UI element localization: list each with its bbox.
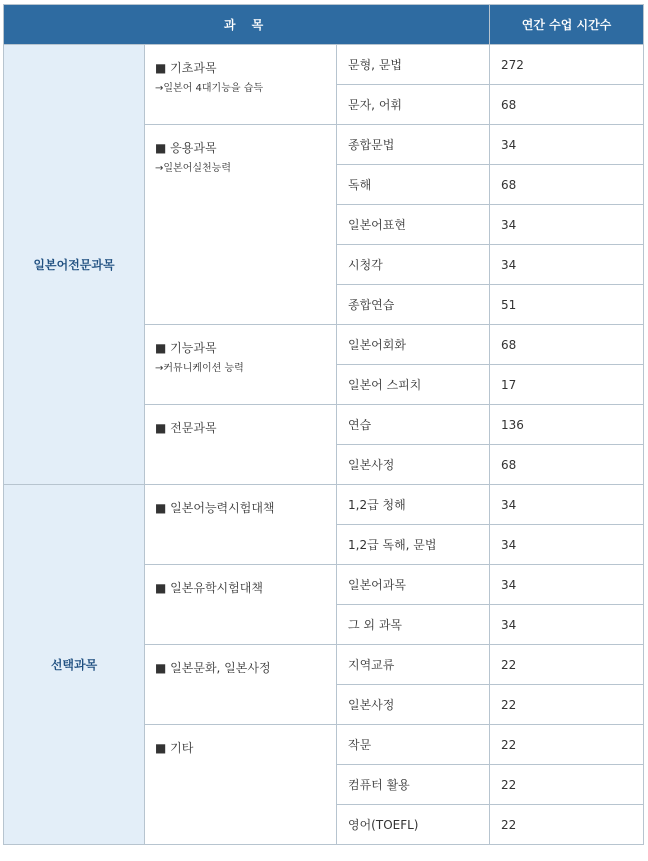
- hours-cell: [490, 445, 644, 485]
- square-bullet-icon: ■: [155, 421, 167, 435]
- subject-cell: [337, 245, 490, 285]
- subject-name: 일본어회화: [348, 338, 406, 352]
- subject-name: 시청각: [348, 258, 383, 272]
- subject-name: 1,2급 청해: [348, 498, 406, 512]
- group-title: [155, 339, 336, 356]
- hours-cell: [490, 525, 644, 565]
- subject-name: 일본사정: [348, 458, 395, 472]
- subject-name: 종합연습: [348, 298, 395, 312]
- hours-value: 68: [501, 337, 517, 352]
- square-bullet-icon: ■: [155, 341, 167, 355]
- hours-value: 22: [501, 657, 517, 672]
- curriculum-table: [3, 4, 644, 845]
- group-title: [155, 59, 336, 76]
- hours-cell: [490, 285, 644, 325]
- group-subtitle: →일본어 4대기능을 습득: [155, 83, 264, 94]
- hours-value: 34: [501, 577, 517, 592]
- group-name: 전문과목: [170, 421, 217, 435]
- hours-cell: [490, 245, 644, 285]
- subject-name: 일본어과목: [348, 578, 406, 592]
- subject-name: 독해: [348, 178, 372, 192]
- group-title: [155, 499, 336, 516]
- hours-cell: [490, 605, 644, 645]
- hours-cell: [490, 405, 644, 445]
- subject-cell: [337, 165, 490, 205]
- group-title: [155, 139, 336, 156]
- hours-cell: [490, 125, 644, 165]
- square-bullet-icon: ■: [155, 741, 167, 755]
- subject-cell: [337, 45, 490, 85]
- subject-cell: [337, 285, 490, 325]
- hours-value: 22: [501, 777, 517, 792]
- group-name: 응용과목: [170, 141, 217, 155]
- subject-cell: [337, 485, 490, 525]
- hours-cell: [490, 685, 644, 725]
- group-name: 기능과목: [170, 341, 217, 355]
- hours-value: 136: [501, 417, 524, 432]
- subject-name: 지역교류: [348, 658, 395, 672]
- hours-cell: [490, 765, 644, 805]
- hours-value: 17: [501, 377, 517, 392]
- group-name: 일본어능력시험대책: [170, 501, 275, 515]
- hours-cell: [490, 365, 644, 405]
- subject-cell: [337, 205, 490, 245]
- hours-cell: [490, 205, 644, 245]
- group-name: 기초과목: [170, 61, 217, 75]
- subject-cell: [337, 525, 490, 565]
- group-name: 일본유학시험대책: [170, 581, 263, 595]
- header-subject: [4, 5, 490, 45]
- square-bullet-icon: ■: [155, 661, 167, 675]
- hours-value: 34: [501, 217, 517, 232]
- hours-value: 34: [501, 497, 517, 512]
- subject-cell: [337, 445, 490, 485]
- group-title: [155, 579, 336, 596]
- hours-cell: [490, 485, 644, 525]
- group-title: [155, 739, 336, 756]
- subject-name: 작문: [348, 738, 372, 752]
- group-cell: [145, 325, 337, 405]
- subject-name: 영어(TOEFL): [348, 818, 419, 832]
- header-subject-label: 과 목: [223, 18, 270, 32]
- subject-name: 연습: [348, 418, 372, 432]
- subject-cell: [337, 85, 490, 125]
- subject-name: 문자, 어휘: [348, 98, 402, 112]
- hours-value: 68: [501, 457, 517, 472]
- group-cell: [145, 645, 337, 725]
- subject-cell: [337, 685, 490, 725]
- table-row: [4, 485, 644, 525]
- subject-name: 일본어 스피치: [348, 378, 422, 392]
- subject-cell: [337, 645, 490, 685]
- hours-value: 272: [501, 57, 524, 72]
- subject-name: 일본어표현: [348, 218, 406, 232]
- hours-value: 34: [501, 137, 517, 152]
- category-name: 선택과목: [50, 658, 98, 672]
- category-cell: [4, 45, 145, 485]
- table-body: [4, 45, 644, 845]
- group-title: [155, 419, 336, 436]
- group-cell: [145, 725, 337, 845]
- square-bullet-icon: ■: [155, 581, 167, 595]
- square-bullet-icon: ■: [155, 61, 167, 75]
- group-name: 기타: [170, 741, 194, 755]
- subject-name: 문형, 문법: [348, 58, 402, 72]
- category-cell: [4, 485, 145, 845]
- group-cell: [145, 125, 337, 325]
- subject-name: 종합문법: [348, 138, 395, 152]
- subject-cell: [337, 805, 490, 845]
- subject-name: 그 외 과목: [348, 618, 402, 632]
- table-row: [4, 45, 644, 85]
- hours-cell: [490, 165, 644, 205]
- hours-value: 22: [501, 697, 517, 712]
- header-hours: [490, 5, 644, 45]
- subject-cell: [337, 125, 490, 165]
- group-title: [155, 659, 336, 676]
- curriculum-table-wrapper: [3, 4, 643, 845]
- hours-cell: [490, 645, 644, 685]
- subject-cell: [337, 365, 490, 405]
- hours-cell: [490, 725, 644, 765]
- group-subtitle: →일본어실천능력: [155, 163, 231, 174]
- group-cell: [145, 485, 337, 565]
- subject-cell: [337, 325, 490, 365]
- square-bullet-icon: ■: [155, 141, 167, 155]
- hours-value: 34: [501, 617, 517, 632]
- subject-name: 일본사정: [348, 698, 395, 712]
- subject-name: 1,2급 독해, 문법: [348, 538, 437, 552]
- group-cell: [145, 45, 337, 125]
- hours-value: 34: [501, 257, 517, 272]
- subject-cell: [337, 405, 490, 445]
- table-header-row: [4, 5, 644, 45]
- header-hours-label: 연간 수업 시간수: [521, 18, 612, 32]
- subject-name: 컴퓨터 활용: [348, 778, 410, 792]
- group-cell: [145, 405, 337, 485]
- group-cell: [145, 565, 337, 645]
- subject-cell: [337, 605, 490, 645]
- group-subtitle: →커뮤니케이션 능력: [155, 363, 244, 374]
- hours-value: 34: [501, 537, 517, 552]
- hours-cell: [490, 85, 644, 125]
- subject-cell: [337, 725, 490, 765]
- hours-cell: [490, 805, 644, 845]
- subject-cell: [337, 565, 490, 605]
- subject-cell: [337, 765, 490, 805]
- hours-cell: [490, 325, 644, 365]
- hours-value: 22: [501, 817, 517, 832]
- hours-value: 22: [501, 737, 517, 752]
- square-bullet-icon: ■: [155, 501, 167, 515]
- hours-value: 51: [501, 297, 517, 312]
- group-name: 일본문화, 일본사정: [170, 661, 271, 675]
- hours-value: 68: [501, 97, 517, 112]
- hours-cell: [490, 45, 644, 85]
- hours-value: 68: [501, 177, 517, 192]
- hours-cell: [490, 565, 644, 605]
- category-name: 일본어전문과목: [33, 258, 115, 272]
